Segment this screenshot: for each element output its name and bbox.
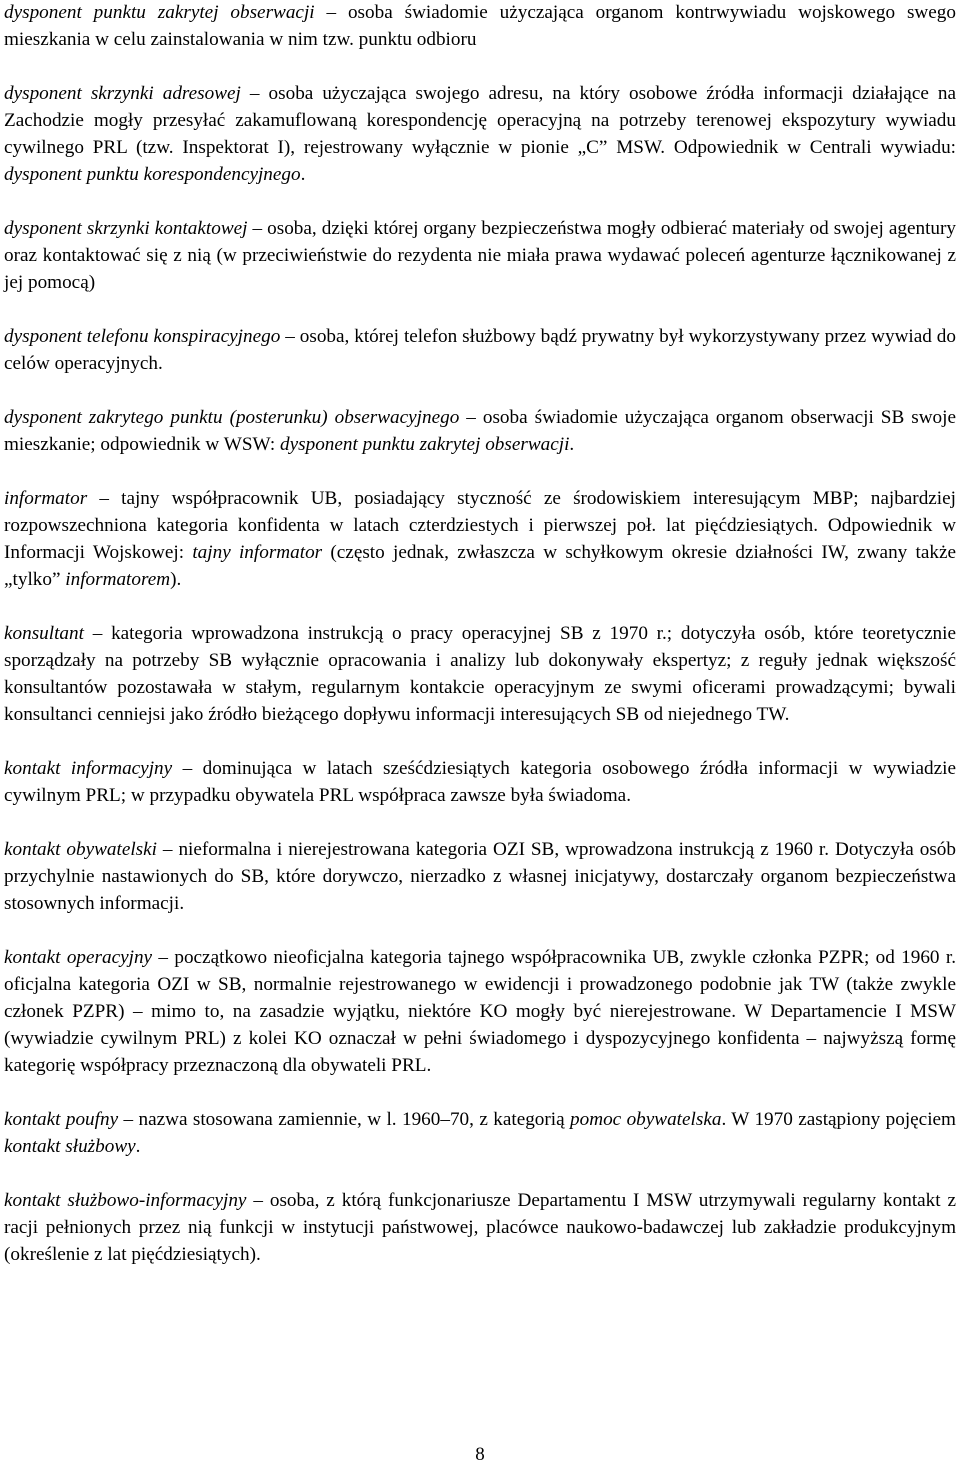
page-number: 8 [475,1444,485,1465]
glossary-entry [4,1106,956,1160]
entry-text: – osoba świadomie użyczająca organom obserwacji SB swoje mieszkanie; odpowiednik w WSW: [4,407,956,455]
entry-term: dysponent skrzynki kontaktowej [4,218,248,239]
entry-term: kontakt służbowo-informacyjny [4,1190,247,1211]
entry-text-italic: dysponent punktu korespondencyjnego [4,164,301,185]
entry-term: kontakt poufny [4,1109,119,1130]
entry-text-italic: tajny informator [192,542,323,563]
glossary-entry [4,404,956,458]
entry-text: ). [170,569,182,590]
glossary-entry [4,0,956,53]
glossary-entry [4,836,956,917]
entry-text: . [135,1136,141,1157]
glossary-entry [4,620,956,728]
entry-text-italic: pomoc obywatelska [570,1109,722,1130]
entry-term: kontakt informacyjny [4,758,173,779]
entry-text: – nazwa stosowana zamiennie, w l. 1960–70, z kategorią [118,1109,571,1130]
glossary-entry [4,323,956,377]
entry-text: – osoba użyczająca swojego adresu, na który osobowe źródła informacji działające na Zachodzie mogły przesyłać zakamuflowaną korespondencję operacyjną na potrzeby terenowej ekspozytury wywiadu cywilnego PRL (tzw. Inspektorat I), rejestrowany wyłącznie w pionie „C” MSW. Odpowiednik w Centrali wywiadu: [4,83,956,158]
entry-text-italic: informatorem [65,569,171,590]
entry-text: – kategoria wprowadzona instrukcją o pracy operacyjnej SB z 1970 r.; dotyczyła osób, które teoretycznie sporządzały na potrzeby SB wyłącznie opracowania i analizy lub dokonywały ekspertyz; z reguły jednak większość konsultantów pozostawała w stałym, regularnym kontakcie operacyjnym ze swymi oficerami prowadzącymi; bywali konsultanci cenniejsi jako źródło bieżącego dopływu informacji interesujących SB od niejednego TW. [4,623,956,725]
glossary-entry [4,755,956,809]
entry-term: konsultant [4,623,84,644]
entry-text: – tajny współpracownik UB, posiadający styczność ze środowiskiem interesującym MBP; najbardziej rozpowszechniona kategoria konfidenta w latach czterdziestych i pierwszej poł. lat pięćdziesiątych. Odpowiednik w Informacji Wojskowej: [4,488,956,563]
entry-term: dysponent zakrytego punktu (posterunku) obserwacyjnego [4,407,460,428]
entry-text: – początkowo nieoficjalna kategoria tajnego współpracownika UB, zwykle członka PZPR; od 1960 r. oficjalna kategoria OZI w SB, normalnie rejestrowanego w ewidencji i prowadzonego podobnie jak TW (także zwykle członek PZPR) – mimo to, na zasadzie wyjątku, niektóre KO mogły być nierejestrowane. W Departamencie I MSW (wywiadzie cywilnym PRL) z kolei KO oznaczał w pełni świadomego i dyspozycyjnego konfidenta – najwyższą formę kategorię współpracy przeznaczoną dla obywateli PRL. [4,947,956,1076]
glossary-entry [4,80,956,188]
entry-term: kontakt obywatelski [4,839,157,860]
entry-text: – nieformalna i nierejestrowana kategoria OZI SB, wprowadzona instrukcją z 1960 r. Dotyczyła osób przychylnie nastawionych do SB, które dorywczo, nierzadko z własnej inicjatywy, dostarczały organom bezpieczeństwa stosownych informacji. [4,839,956,914]
entry-text: – osoba, z którą funkcjonariusze Departamentu I MSW utrzymywali regularny kontakt z racji pełnionych przez nią funkcji w instytucji państwowej, placówce naukowo-badawczej lub zakładzie produkcyjnym (określenie z lat pięćdziesiątych). [4,1190,957,1265]
entry-term: dysponent punktu zakrytej obserwacji [4,2,315,23]
entry-text: – osoba, której telefon służbowy bądź prywatny był wykorzystywany przez wywiad do celów operacyjnych. [4,326,956,374]
entry-term: kontakt operacyjny [4,947,153,968]
entry-text: . [569,434,575,455]
entry-text: . W 1970 zastąpiony pojęciem [721,1109,956,1130]
entry-text-italic: kontakt służbowy [4,1136,136,1157]
entry-term: dysponent telefonu konspiracyjnego [4,326,281,347]
glossary-entry [4,485,956,593]
entry-text: (często jednak, zwłaszcza w schyłkowym okresie działności IW, zwany także „tylko” [4,542,956,590]
glossary-entry [4,944,956,1079]
entry-term: informator [4,488,88,509]
entry-text: . [300,164,306,185]
entry-term: dysponent skrzynki adresowej [4,83,241,104]
glossary-entry [4,1187,956,1268]
glossary-entry [4,215,956,296]
entry-text: – osoba świadomie użyczająca organom kontrwywiadu wojskowego swego mieszkania w celu zainstalowania w nim tzw. punktu odbioru [4,2,956,50]
entry-text-italic: dysponent punktu zakrytej obserwacji [280,434,570,455]
entry-text: – dominująca w latach sześćdziesiątych kategoria osobowego źródła informacji w wywiadzie cywilnym PRL; w przypadku obywatela PRL współpraca zawsze była świadoma. [4,758,957,806]
entry-text: – osoba, dzięki której organy bezpieczeństwa mogły odbierać materiały od swojej agentury oraz kontaktować się z nią (w przeciwieństwie do rezydenta nie miała prawa wydawać poleceń agenturze łącznikowanej z jej pomocą) [4,218,956,293]
